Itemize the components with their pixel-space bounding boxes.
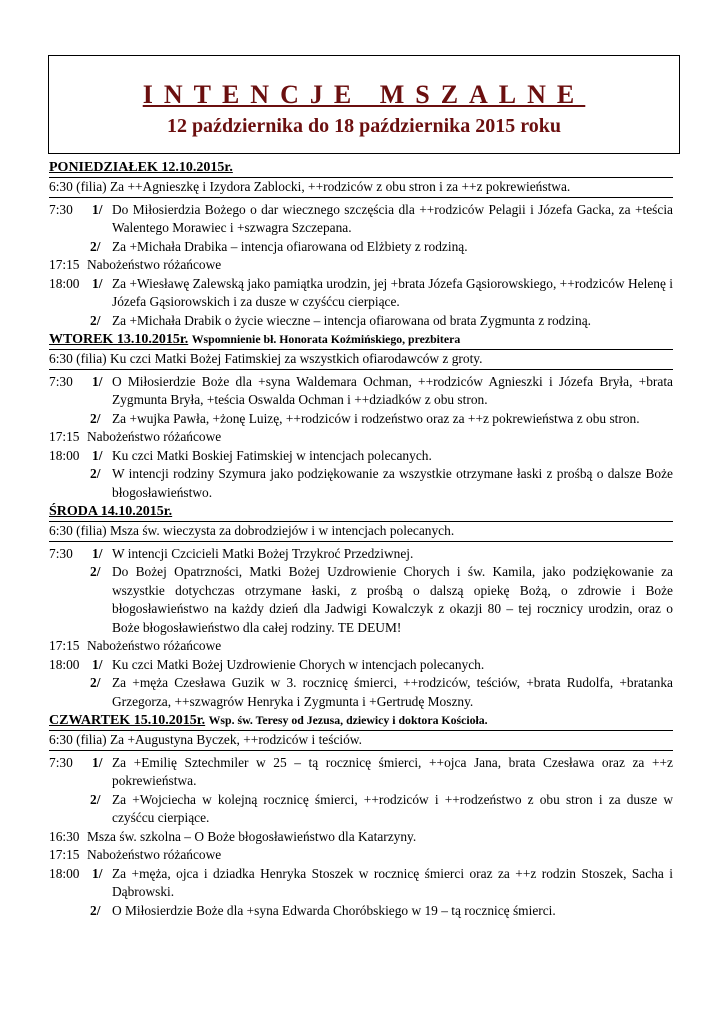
mass-time: 16:30	[49, 828, 80, 844]
intention-number: 2/	[90, 675, 101, 690]
intention-entry	[49, 563, 673, 637]
intention-number: 1/	[92, 201, 103, 217]
intention-entry	[49, 828, 673, 847]
intention-number: 2/	[90, 902, 101, 918]
intention-number: 1/	[92, 275, 103, 291]
intention-entry	[49, 275, 673, 312]
mass-time: 18:00	[49, 865, 80, 881]
intention-text: Ku czci Matki Bożej Uzdrowienie Chorych w intencjach polecanych.	[112, 656, 485, 672]
mass-time: 18:00	[49, 275, 80, 291]
intention-text: Za +Emilię Sztechmiler w 25 – tą rocznicę śmierci, ++ojca Jana, brata Czesława oraz za ++z pokrewieństwa.	[112, 754, 673, 788]
intention-entry	[49, 312, 673, 331]
intention-text: O Miłosierdzie Boże dla +syna Edwarda Choróbskiego w 19 – tą rocznicę śmierci.	[112, 902, 556, 918]
day-note: Wsp. św. Teresy od Jezusa, dziewicy i doktora Kościoła.	[208, 713, 488, 727]
intention-text: Za +Michała Drabika – intencja ofiarowana od Elżbiety z rodziną.	[112, 238, 468, 254]
mass-time: 17:15	[49, 429, 80, 444]
intention-text: Do Miłosierdzia Bożego o dar wiecznego szczęścia dla ++rodziców Pelagii i Józefa Gacka, za +teścia Walentego Morawiec i +szwagra Szczepana.	[112, 201, 673, 235]
mass-time: 7:30	[49, 545, 73, 561]
mass-time: 7:30	[49, 754, 73, 770]
intention-entry	[49, 201, 673, 238]
intention-entry	[49, 656, 673, 675]
day-section	[49, 158, 673, 330]
mass-time: 7:30	[49, 373, 73, 389]
intention-number: 1/	[92, 447, 103, 463]
intention-text: Za +wujka Pawła, +żonę Luizę, ++rodziców i rodzeństwo oraz za ++z pokrewieństwa z obu stron.	[112, 410, 640, 426]
intention-text: Nabożeństwo różańcowe	[87, 847, 222, 862]
date-range-subtitle: 12 października do 18 października 2015 roku	[166, 115, 562, 137]
intention-number: 2/	[90, 410, 101, 426]
intention-text: O Miłosierdzie Boże dla +syna Waldemara Ochman, ++rodziców Agnieszki i Józefa Bryła, +brata Zygmunta Bryła, +teścia Oswalda Ochman i ++dziadków z obu stron.	[112, 373, 673, 407]
filia-line: 6:30 (filia) Ku czci Matki Bożej Fatimskiej za wszystkich ofiarodawców z groty.	[49, 350, 673, 370]
intention-text: Msza św. szkolna – O Boże błogosławieństwo dla Katarzyny.	[87, 828, 417, 844]
intention-entry	[49, 238, 673, 257]
day-title: ŚRODA 14.10.2015r.	[49, 504, 173, 519]
intention-entry	[49, 791, 673, 828]
intention-entry	[49, 465, 673, 502]
intention-number: 1/	[92, 373, 103, 389]
intention-entry	[49, 256, 673, 275]
intention-text: Nabożeństwo różańcowe	[87, 429, 222, 444]
intention-number: 2/	[90, 564, 101, 579]
day-header	[49, 711, 673, 731]
intention-number: 1/	[92, 656, 103, 672]
intention-entry	[49, 674, 673, 711]
intention-number: 2/	[90, 466, 101, 481]
day-header	[49, 158, 673, 178]
intention-entry	[49, 754, 673, 791]
filia-line: 6:30 (filia) Msza św. wieczysta za dobrodziejów i w intencjach polecanych.	[49, 522, 673, 542]
intention-text: Za +Wojciecha w kolejną rocznicę śmierci, ++rodziców i ++rodzeństwo z obu stron i za dusze w czyśćcu cierpiące.	[112, 791, 673, 825]
intention-entry	[49, 637, 673, 656]
intention-text: Za +męża, ojca i dziadka Henryka Stoszek w rocznicę śmierci oraz za ++z rodzin Stoszek, Sacha i Dąbrowski.	[112, 865, 673, 899]
day-section	[49, 330, 673, 502]
mass-time: 18:00	[49, 447, 80, 463]
header-box	[48, 55, 680, 154]
day-title: WTOREK 13.10.2015r.	[49, 332, 189, 347]
intention-entry	[49, 373, 673, 410]
page-title: INTENCJE MSZALNE	[142, 80, 586, 109]
intention-entry	[49, 865, 673, 902]
day-title: CZWARTEK 15.10.2015r.	[49, 713, 206, 728]
day-title: PONIEDZIAŁEK 12.10.2015r.	[49, 160, 233, 175]
filia-line: 6:30 (filia) Za ++Agnieszkę i Izydora Zablocki, ++rodziców z obu stron i za ++z pokrewieństwa.	[49, 178, 673, 198]
intention-text: Za +Michała Drabik o życie wieczne – intencja ofiarowana od brata Zygmunta z rodziną.	[112, 312, 591, 328]
intention-entry	[49, 545, 673, 564]
intention-text: W intencji rodziny Szymura jako podziękowanie za wszystkie otrzymane łaski z prośbą o dalsze Boże błogosławieństwo.	[112, 466, 673, 500]
intention-number: 1/	[92, 865, 103, 881]
intention-number: 2/	[90, 791, 101, 807]
intention-text: Za +Wiesławę Zalewską jako pamiątka urodzin, jej +brata Józefa Gąsiorowskiego, ++rodziców Helenę i Józefa Gąsiorowskich i za dusze w czyśćcu cierpiące.	[112, 275, 673, 309]
intention-number: 1/	[92, 545, 103, 561]
mass-time: 18:00	[49, 656, 80, 672]
intention-number: 1/	[92, 754, 103, 770]
mass-time: 17:15	[49, 638, 80, 653]
day-section	[49, 711, 673, 920]
intention-text: W intencji Czcicieli Matki Bożej Trzykroć Przedziwnej.	[112, 545, 414, 561]
intention-text: Za +męża Czesława Guzik w 3. rocznicę śmierci, ++rodziców, teściów, +brata Rudolfa, +bratanka Grzegorza, ++szwagrów Henryka i Zygmunta i +Gertrudę Moszny.	[112, 675, 673, 709]
intention-text: Do Bożej Opatrzności, Matki Bożej Uzdrowienie Chorych i św. Kamila, jako podziękowanie za wszystkie dotychczas otrzymane łaski, z prośbą o dalszą opiekę Bożą, o zdrowie i Boże błogosławieństwo na każdy dzień dla Jadwigi Kowalczyk z okazji 80 – tej rocznicy urodzin, oraz o Boże błogosławieństwo dla całej rodziny. TE DEUM!	[112, 564, 673, 635]
day-note: Wspomnienie bł. Honorata Koźmińskiego, prezbitera	[191, 332, 461, 346]
mass-time: 7:30	[49, 201, 73, 217]
day-header	[49, 502, 673, 522]
intention-entry	[49, 428, 673, 447]
day-header	[49, 330, 673, 350]
mass-time: 17:15	[49, 847, 80, 862]
intentions-list	[49, 158, 673, 920]
intention-number: 2/	[90, 238, 101, 254]
intention-text: Ku czci Matki Boskiej Fatimskiej w intencjach polecanych.	[112, 447, 432, 463]
intention-text: Nabożeństwo różańcowe	[87, 638, 222, 653]
day-section	[49, 502, 673, 711]
intention-entry	[49, 846, 673, 865]
intention-text: Nabożeństwo różańcowe	[87, 257, 222, 272]
intention-number: 2/	[90, 312, 101, 328]
intention-entry	[49, 447, 673, 466]
intention-entry	[49, 410, 673, 429]
filia-line: 6:30 (filia) Za +Augustyna Byczek, ++rodziców i teściów.	[49, 731, 673, 751]
intention-entry	[49, 902, 673, 921]
mass-time: 17:15	[49, 257, 80, 272]
